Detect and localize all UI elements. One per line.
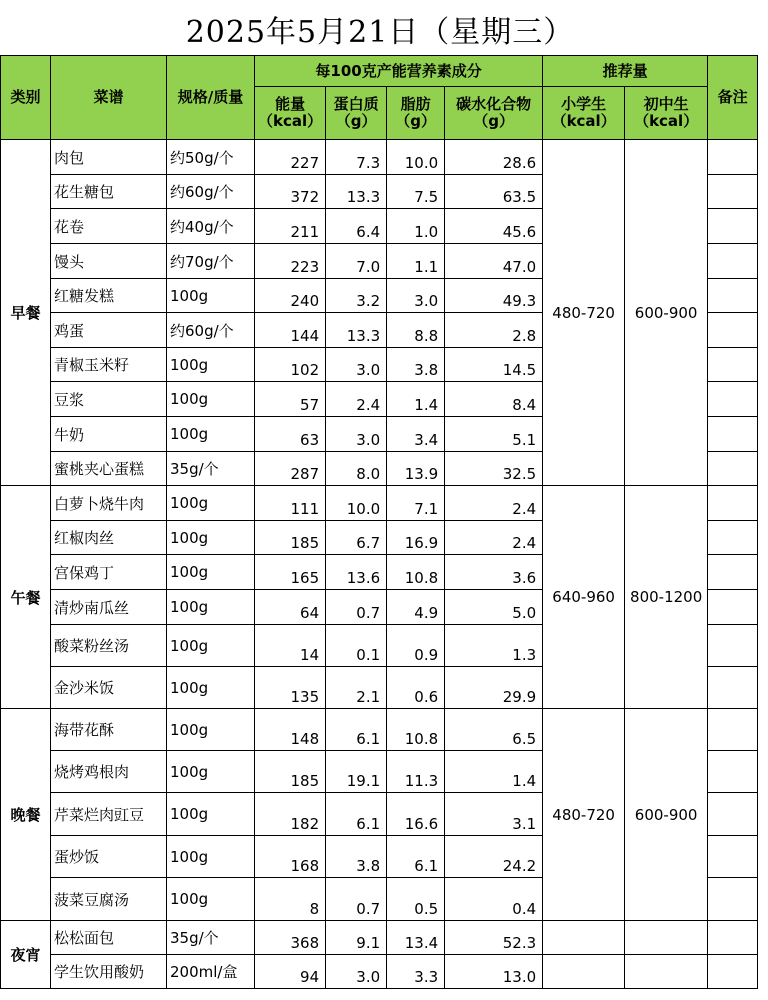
carb-value: 32.5 — [445, 452, 543, 486]
carb-value: 6.5 — [445, 709, 543, 751]
dish-name: 海带花酥 — [51, 709, 167, 751]
note-cell — [708, 625, 758, 667]
dish-name: 鸡蛋 — [51, 313, 167, 348]
carb-value: 63.5 — [445, 175, 543, 209]
protein-value: 13.6 — [326, 555, 387, 590]
dish-name: 馒头 — [51, 244, 167, 279]
protein-value: 19.1 — [326, 751, 387, 793]
note-cell — [708, 209, 758, 244]
carb-value: 49.3 — [445, 279, 543, 313]
dish-name: 花卷 — [51, 209, 167, 244]
dish-name: 芹菜烂肉豇豆 — [51, 793, 167, 836]
fat-value: 16.9 — [387, 521, 445, 555]
note-cell — [708, 521, 758, 555]
header-dish: 菜谱 — [51, 56, 167, 140]
fat-value: 6.1 — [387, 836, 445, 878]
recommend-junior: 800-1200 — [625, 486, 708, 709]
carb-value: 5.0 — [445, 590, 543, 625]
note-cell — [708, 140, 758, 175]
recommend-primary: 480-720 — [543, 140, 625, 486]
table-row — [1, 921, 758, 955]
energy-value: 185 — [255, 751, 326, 793]
fat-value: 0.6 — [387, 667, 445, 709]
carb-value: 5.1 — [445, 417, 543, 452]
dish-spec: 35g/个 — [167, 921, 255, 955]
protein-value: 3.0 — [326, 348, 387, 382]
energy-value: 223 — [255, 244, 326, 279]
dish-name: 清炒南瓜丝 — [51, 590, 167, 625]
note-cell — [708, 751, 758, 793]
recommend-primary: 480-720 — [543, 709, 625, 921]
carb-value: 1.3 — [445, 625, 543, 667]
category-cell: 早餐 — [1, 140, 51, 486]
header-recommend-group: 推荐量 — [543, 56, 708, 87]
dish-name: 宫保鸡丁 — [51, 555, 167, 590]
table-row — [1, 955, 758, 989]
energy-value: 227 — [255, 140, 326, 175]
dish-spec: 200ml/盒 — [167, 955, 255, 989]
energy-value: 372 — [255, 175, 326, 209]
recommend-junior: 600-900 — [625, 140, 708, 486]
energy-value: 94 — [255, 955, 326, 989]
header-primary: 小学生 （kcal） — [543, 87, 625, 140]
category-cell: 晚餐 — [1, 709, 51, 921]
carb-value: 3.1 — [445, 793, 543, 836]
carb-value: 52.3 — [445, 921, 543, 955]
note-cell — [708, 175, 758, 209]
note-cell — [708, 244, 758, 279]
protein-value: 0.7 — [326, 878, 387, 921]
fat-value: 10.0 — [387, 140, 445, 175]
header-fat: 脂肪 （g） — [387, 87, 445, 140]
dish-name: 白萝卜烧牛肉 — [51, 486, 167, 521]
menu-table — [0, 55, 758, 989]
energy-value: 64 — [255, 590, 326, 625]
dish-name: 红椒肉丝 — [51, 521, 167, 555]
dish-name: 金沙米饭 — [51, 667, 167, 709]
note-cell — [708, 382, 758, 417]
header-protein: 蛋白质 （g） — [326, 87, 387, 140]
carb-value: 1.4 — [445, 751, 543, 793]
energy-value: 240 — [255, 279, 326, 313]
protein-value: 9.1 — [326, 921, 387, 955]
note-cell — [708, 709, 758, 751]
menu-body — [1, 140, 758, 989]
fat-value: 1.1 — [387, 244, 445, 279]
dish-spec: 100g — [167, 521, 255, 555]
dish-name: 肉包 — [51, 140, 167, 175]
energy-value: 168 — [255, 836, 326, 878]
note-cell — [708, 555, 758, 590]
header-junior: 初中生 （kcal） — [625, 87, 708, 140]
fat-value: 4.9 — [387, 590, 445, 625]
carb-value: 2.4 — [445, 486, 543, 521]
dish-spec: 100g — [167, 793, 255, 836]
recommend-primary — [543, 921, 625, 955]
fat-value: 10.8 — [387, 709, 445, 751]
dish-name: 蛋炒饭 — [51, 836, 167, 878]
dish-spec: 100g — [167, 486, 255, 521]
protein-value: 6.7 — [326, 521, 387, 555]
dish-spec: 100g — [167, 836, 255, 878]
protein-value: 8.0 — [326, 452, 387, 486]
carb-value: 0.4 — [445, 878, 543, 921]
protein-value: 3.0 — [326, 955, 387, 989]
energy-value: 182 — [255, 793, 326, 836]
energy-value: 287 — [255, 452, 326, 486]
note-cell — [708, 279, 758, 313]
protein-value: 3.0 — [326, 417, 387, 452]
note-cell — [708, 348, 758, 382]
header-nutrition-group: 每100克产能营养素成分 — [255, 56, 543, 87]
note-cell — [708, 878, 758, 921]
fat-value: 7.5 — [387, 175, 445, 209]
dish-name: 红糖发糕 — [51, 279, 167, 313]
energy-value: 63 — [255, 417, 326, 452]
recommend-junior: 600-900 — [625, 709, 708, 921]
carb-value: 45.6 — [445, 209, 543, 244]
note-cell — [708, 793, 758, 836]
dish-name: 青椒玉米籽 — [51, 348, 167, 382]
dish-spec: 100g — [167, 625, 255, 667]
dish-name: 学生饮用酸奶 — [51, 955, 167, 989]
fat-value: 13.4 — [387, 921, 445, 955]
fat-value: 0.5 — [387, 878, 445, 921]
energy-value: 148 — [255, 709, 326, 751]
energy-value: 185 — [255, 521, 326, 555]
protein-value: 6.4 — [326, 209, 387, 244]
dish-spec: 约70g/个 — [167, 244, 255, 279]
energy-value: 165 — [255, 555, 326, 590]
fat-value: 3.3 — [387, 955, 445, 989]
note-cell — [708, 836, 758, 878]
dish-spec: 约50g/个 — [167, 140, 255, 175]
dish-spec: 100g — [167, 555, 255, 590]
note-cell — [708, 590, 758, 625]
protein-value: 13.3 — [326, 175, 387, 209]
dish-name: 豆浆 — [51, 382, 167, 417]
dish-spec: 约60g/个 — [167, 313, 255, 348]
recommend-junior — [625, 955, 708, 989]
carb-value: 8.4 — [445, 382, 543, 417]
energy-value: 14 — [255, 625, 326, 667]
dish-spec: 100g — [167, 590, 255, 625]
protein-value: 7.0 — [326, 244, 387, 279]
energy-value: 211 — [255, 209, 326, 244]
carb-value: 14.5 — [445, 348, 543, 382]
protein-value: 2.4 — [326, 382, 387, 417]
dish-name: 菠菜豆腐汤 — [51, 878, 167, 921]
dish-spec: 约60g/个 — [167, 175, 255, 209]
note-cell — [708, 452, 758, 486]
page-title: 2025年5月21日（星期三） — [185, 15, 575, 50]
table-row — [1, 140, 758, 175]
carb-value: 2.4 — [445, 521, 543, 555]
dish-name: 烧烤鸡根肉 — [51, 751, 167, 793]
dish-spec: 100g — [167, 417, 255, 452]
protein-value: 3.8 — [326, 836, 387, 878]
carb-value: 28.6 — [445, 140, 543, 175]
energy-value: 102 — [255, 348, 326, 382]
header-spec: 规格/质量 — [167, 56, 255, 140]
note-cell — [708, 486, 758, 521]
header-energy: 能量 （kcal） — [255, 87, 326, 140]
fat-value: 3.8 — [387, 348, 445, 382]
table-row — [1, 709, 758, 751]
note-cell — [708, 921, 758, 955]
dish-name: 蜜桃夹心蛋糕 — [51, 452, 167, 486]
dish-name: 松松面包 — [51, 921, 167, 955]
energy-value: 8 — [255, 878, 326, 921]
dish-name: 牛奶 — [51, 417, 167, 452]
dish-spec: 100g — [167, 751, 255, 793]
fat-value: 11.3 — [387, 751, 445, 793]
carb-value: 29.9 — [445, 667, 543, 709]
note-cell — [708, 667, 758, 709]
energy-value: 135 — [255, 667, 326, 709]
category-cell: 夜宵 — [1, 921, 51, 989]
dish-spec: 约40g/个 — [167, 209, 255, 244]
fat-value: 3.0 — [387, 279, 445, 313]
dish-spec: 35g/个 — [167, 452, 255, 486]
fat-value: 1.0 — [387, 209, 445, 244]
protein-value: 7.3 — [326, 140, 387, 175]
recommend-junior — [625, 921, 708, 955]
table-row — [1, 486, 758, 521]
recommend-primary — [543, 955, 625, 989]
dish-spec: 100g — [167, 709, 255, 751]
header-note: 备注 — [708, 56, 758, 140]
carb-value: 2.8 — [445, 313, 543, 348]
fat-value: 1.4 — [387, 382, 445, 417]
protein-value: 3.2 — [326, 279, 387, 313]
carb-value: 13.0 — [445, 955, 543, 989]
protein-value: 10.0 — [326, 486, 387, 521]
note-cell — [708, 417, 758, 452]
carb-value: 24.2 — [445, 836, 543, 878]
carb-value: 47.0 — [445, 244, 543, 279]
fat-value: 8.8 — [387, 313, 445, 348]
category-cell: 午餐 — [1, 486, 51, 709]
energy-value: 111 — [255, 486, 326, 521]
recommend-primary: 640-960 — [543, 486, 625, 709]
note-cell — [708, 313, 758, 348]
fat-value: 7.1 — [387, 486, 445, 521]
dish-spec: 100g — [167, 279, 255, 313]
dish-spec: 100g — [167, 878, 255, 921]
dish-name: 花生糖包 — [51, 175, 167, 209]
header-category: 类别 — [1, 56, 51, 140]
dish-spec: 100g — [167, 382, 255, 417]
carb-value: 3.6 — [445, 555, 543, 590]
energy-value: 57 — [255, 382, 326, 417]
energy-value: 144 — [255, 313, 326, 348]
protein-value: 6.1 — [326, 793, 387, 836]
protein-value: 6.1 — [326, 709, 387, 751]
energy-value: 368 — [255, 921, 326, 955]
dish-spec: 100g — [167, 667, 255, 709]
fat-value: 0.9 — [387, 625, 445, 667]
header-carb: 碳水化合物 （g） — [445, 87, 543, 140]
note-cell — [708, 955, 758, 989]
fat-value: 16.6 — [387, 793, 445, 836]
dish-name: 酸菜粉丝汤 — [51, 625, 167, 667]
dish-spec: 100g — [167, 348, 255, 382]
protein-value: 13.3 — [326, 313, 387, 348]
protein-value: 0.7 — [326, 590, 387, 625]
fat-value: 13.9 — [387, 452, 445, 486]
fat-value: 3.4 — [387, 417, 445, 452]
protein-value: 2.1 — [326, 667, 387, 709]
fat-value: 10.8 — [387, 555, 445, 590]
protein-value: 0.1 — [326, 625, 387, 667]
